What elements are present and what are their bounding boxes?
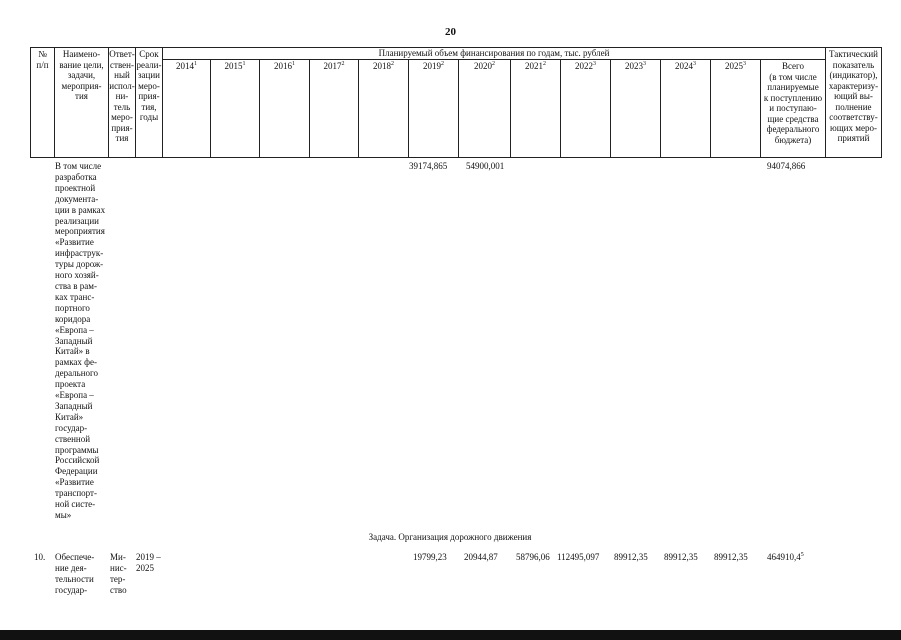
header-year-2015: 2015$^1$	[224, 61, 246, 71]
grid-line	[408, 59, 409, 158]
header-year-2016: 2016$^1$	[274, 61, 295, 71]
grid-line	[881, 47, 882, 158]
task-heading: Задача. Организация дорожного движения	[368, 532, 532, 542]
row-10-2023: 89912,35	[614, 552, 648, 562]
header-year-2021: 2021$^2$	[525, 61, 546, 71]
header-year-2018: 2018$^2$	[373, 61, 394, 71]
grid-line	[458, 59, 459, 158]
row-10-name: Обеспече- ние дея- тельности государ-	[55, 552, 95, 595]
row-10-2025: 89912,35	[714, 552, 748, 562]
row-10-num: 10.	[34, 552, 46, 562]
row-10-2022: 112495,097	[557, 552, 600, 562]
row-10-total: 464910,4$^5$	[767, 552, 804, 562]
header-year-2023: 2023$^3$	[625, 61, 646, 71]
row-subitem-2019: 39174,865	[409, 161, 448, 171]
header-year-2014: 2014$^1$	[176, 61, 197, 71]
row-10-2024: 89912,35	[664, 552, 698, 562]
grid-line	[358, 59, 359, 158]
header-year-2024: 2024$^3$	[675, 61, 696, 71]
header-executor: Ответ- ствен- ный испол- ни- тель меро- прия- тия	[109, 49, 135, 143]
grid-line	[210, 59, 211, 158]
header-year-2019: 2019$^2$	[423, 61, 444, 71]
page-number: 20	[445, 26, 456, 38]
grid-line	[660, 59, 661, 158]
header-year-2020: 2020$^2$	[474, 61, 495, 71]
grid-line	[610, 59, 611, 158]
grid-line	[560, 59, 561, 158]
row-10-2019: 19799,23	[413, 552, 447, 562]
header-name: Наимено- вание цели, задачи, мероприя- тия	[59, 49, 104, 101]
grid-line	[510, 59, 511, 158]
header-year-2025: 2025$^3$	[725, 61, 746, 71]
header-num: № п/п	[36, 49, 49, 70]
row-10-2020: 20944,87	[464, 552, 498, 562]
header-term: Срок реали- зации меро- прия- тия, годы	[136, 49, 162, 122]
header-year-2022: 2022$^3$	[575, 61, 596, 71]
grid-line	[162, 59, 825, 60]
row-subitem-name: В том числе разработка проектной документа- ции в рамках реализации мероприятия «Развитие инфраструк- туры дорож- ного хозяй- ства в рам- ках транс- портного коридора «Европа – Западный Китай» в рамках фе- дерального проекта «Европа – Западный Китай» государ- ственной программы Российской Федерации «Развитие транспорт- ной систе- мы»	[55, 161, 106, 520]
row-10-2021: 58796,06	[516, 552, 550, 562]
row-subitem-2020: 54900,001	[466, 161, 505, 171]
header-year-2017: 2017$^2$	[323, 61, 345, 71]
grid-line	[30, 157, 882, 158]
header-indicator: Тактический показатель (индикатор), характеризу- ющий вы- полнение соответству- ющих меро- приятий	[828, 49, 879, 143]
header-funding-group: Планируемый объем финансирования по годам, тыс. рублей	[378, 48, 610, 58]
scan-bottom-edge	[0, 630, 901, 640]
grid-line	[309, 59, 310, 158]
grid-line	[710, 59, 711, 158]
row-subitem-total: 94074,866	[767, 161, 806, 171]
grid-line	[259, 59, 260, 158]
row-10-executor: Ми- нис- тер- ство	[110, 552, 127, 595]
row-10-term: 2019 – 2025	[136, 552, 161, 573]
header-total: Всего (в том числе планируемые к поступлению и поступаю- щие средства федерального бюджета)	[763, 61, 823, 145]
